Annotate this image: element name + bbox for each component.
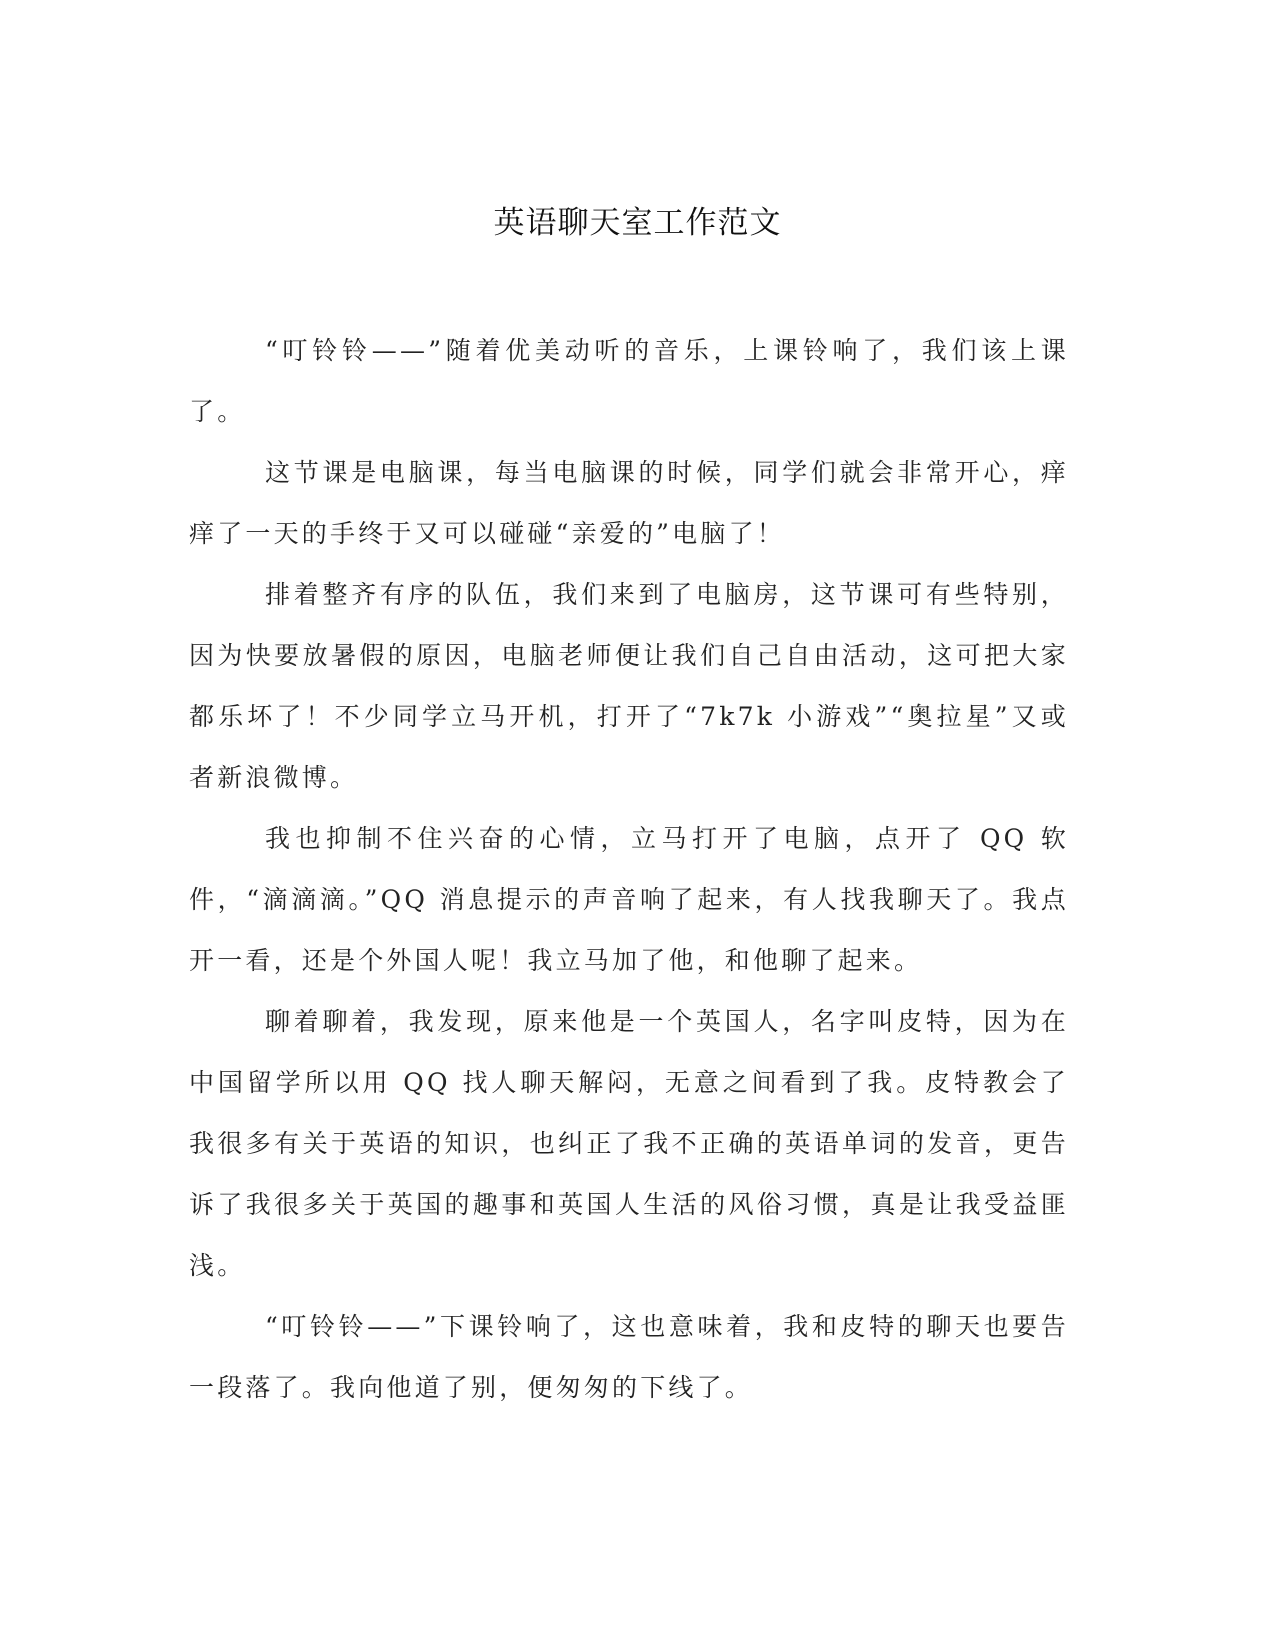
paragraph-6: “叮铃铃——”下课铃响了，这也意味着，我和皮特的聊天也要告一段落了。我向他道了别，便匆匆的下线了。 [189,1312,1069,1402]
paragraph-3: 排着整齐有序的队伍，我们来到了电脑房，这节课可有些特别，因为快要放暑假的原因，电脑老师便让我们自己自由活动，这可把大家都乐坏了！不少同学立马开机，打开了“7k7k 小游戏”“奥拉星”又或者新浪微博。 [189,580,1069,792]
paragraph-5: 聊着聊着，我发现，原来他是一个英国人，名字叫皮特，因为在中国留学所以用 QQ 找人聊天解闷，无意之间看到了我。皮特教会了我很多有关于英语的知识，也纠正了我不正确的英语单词的发音，更告诉了我很多关于英国的趣事和英国人生活的风俗习惯，真是让我受益匪浅。 [189,1007,1069,1280]
paragraph-4: 我也抑制不住兴奋的心情，立马打开了电脑，点开了 QQ 软件，“滴滴滴。”QQ 消息提示的声音响了起来，有人找我聊天了。我点开一看，还是个外国人呢！我立马加了他，和他聊了起来。 [189,824,1069,975]
document-title: 英语聊天室工作范文 [493,205,782,241]
paragraph-1: “叮铃铃——”随着优美动听的音乐，上课铃响了，我们该上课了。 [189,336,1069,426]
document-body [189,320,1069,1418]
paragraph-2: 这节课是电脑课，每当电脑课的时候，同学们就会非常开心，痒痒了一天的手终于又可以碰碰“亲爱的”电脑了！ [189,458,1069,548]
